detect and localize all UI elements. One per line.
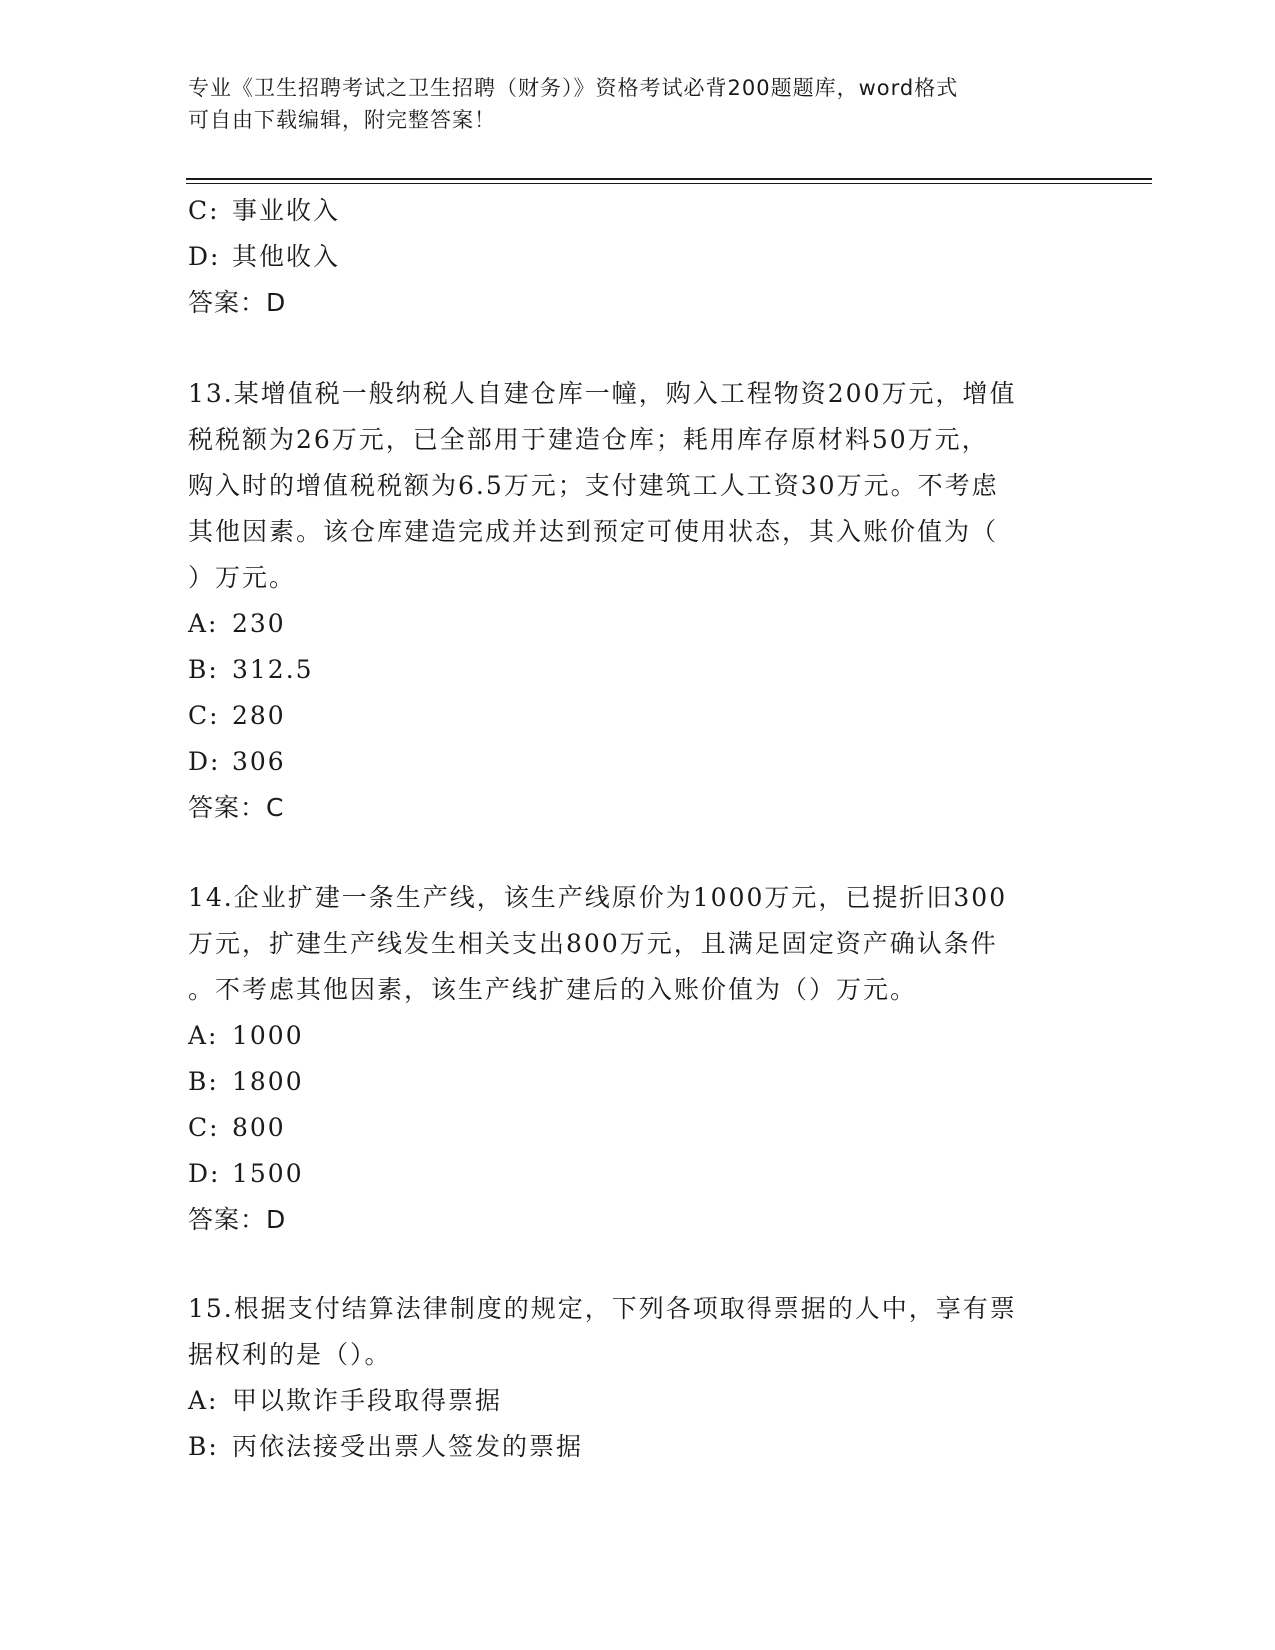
- question-12-tail: [188, 188, 1088, 326]
- option-d: [188, 1151, 1088, 1197]
- option-c: [188, 693, 1088, 739]
- option-b: [188, 1424, 1088, 1470]
- question-15: [188, 1286, 1088, 1470]
- option-key: D:: [188, 1159, 221, 1188]
- header-divider-thin: [186, 183, 1152, 184]
- document-body: [188, 188, 1088, 1470]
- header-divider-thick: [186, 178, 1152, 180]
- question-stem-line: 税税额为26万元，已全部用于建造仓库；耗用库存原材料50万元，: [188, 425, 989, 454]
- option-key: C:: [188, 701, 220, 730]
- option-b: [188, 1059, 1088, 1105]
- question-stem-line: 购入时的增值税税额为6.5万元；支付建筑工人工资30万元。不考虑: [188, 471, 999, 500]
- question-14: [188, 875, 1088, 1243]
- option-text: 丙依法接受出票人签发的票据: [232, 1432, 584, 1461]
- question-gap: [188, 831, 1088, 875]
- question-stem-line: 。不考虑其他因素，该生产线扩建后的入账价值为（）万元。: [188, 975, 918, 1004]
- page-header: [188, 72, 1068, 136]
- option-a: [188, 601, 1088, 647]
- question-stem-line: 15.根据支付结算法律制度的规定，下列各项取得票据的人中，享有票: [188, 1294, 1017, 1323]
- question-stem-line: 14.企业扩建一条生产线，该生产线原价为1000万元，已提折旧300: [188, 883, 1008, 912]
- answer-line: 答案：D: [188, 1205, 287, 1234]
- option-key: B:: [188, 1067, 219, 1096]
- option-d: [188, 739, 1088, 785]
- answer-line: 答案：C: [188, 793, 285, 822]
- option-a: [188, 1378, 1088, 1424]
- question-stem-line: ）万元。: [188, 563, 297, 592]
- option-text: 280: [232, 701, 286, 730]
- option-key: A:: [188, 1021, 219, 1050]
- option-text: 1800: [232, 1067, 304, 1096]
- option-text: 1500: [232, 1159, 304, 1188]
- option-c: [188, 1105, 1088, 1151]
- option-text: 312.5: [232, 655, 314, 684]
- option-text: 事业收入: [232, 196, 341, 225]
- option-text: 800: [232, 1113, 286, 1142]
- option-b: [188, 647, 1088, 693]
- question-stem-line: 13.某增值税一般纳税人自建仓库一幢，购入工程物资200万元，增值: [188, 379, 1017, 408]
- question-13: [188, 371, 1088, 831]
- option-key: B:: [188, 1432, 219, 1461]
- header-title-line-2: 可自由下载编辑，附完整答案！: [188, 108, 496, 132]
- question-stem-line: 据权利的是（）。: [188, 1340, 392, 1369]
- option-text: 其他收入: [232, 242, 341, 271]
- option-key: D:: [188, 242, 221, 271]
- option-text: 甲以欺诈手段取得票据: [232, 1386, 503, 1415]
- option-key: C:: [188, 196, 220, 225]
- option-c: [188, 188, 1088, 234]
- header-title-line-1: 专业《卫生招聘考试之卫生招聘（财务）》资格考试必背200题题库，word格式: [188, 76, 959, 100]
- answer-line: 答案：D: [188, 288, 287, 317]
- option-text: 1000: [232, 1021, 304, 1050]
- option-text: 306: [232, 747, 286, 776]
- option-d: [188, 234, 1088, 280]
- option-key: A:: [188, 609, 219, 638]
- option-a: [188, 1013, 1088, 1059]
- option-key: A:: [188, 1386, 219, 1415]
- option-key: C:: [188, 1113, 220, 1142]
- option-text: 230: [232, 609, 286, 638]
- question-gap: [188, 326, 1088, 371]
- question-stem-line: 万元，扩建生产线发生相关支出800万元，且满足固定资产确认条件: [188, 929, 998, 958]
- option-key: D:: [188, 747, 221, 776]
- question-gap: [188, 1243, 1088, 1286]
- option-key: B:: [188, 655, 219, 684]
- question-stem-line: 其他因素。该仓库建造完成并达到预定可使用状态，其入账价值为（: [188, 517, 999, 546]
